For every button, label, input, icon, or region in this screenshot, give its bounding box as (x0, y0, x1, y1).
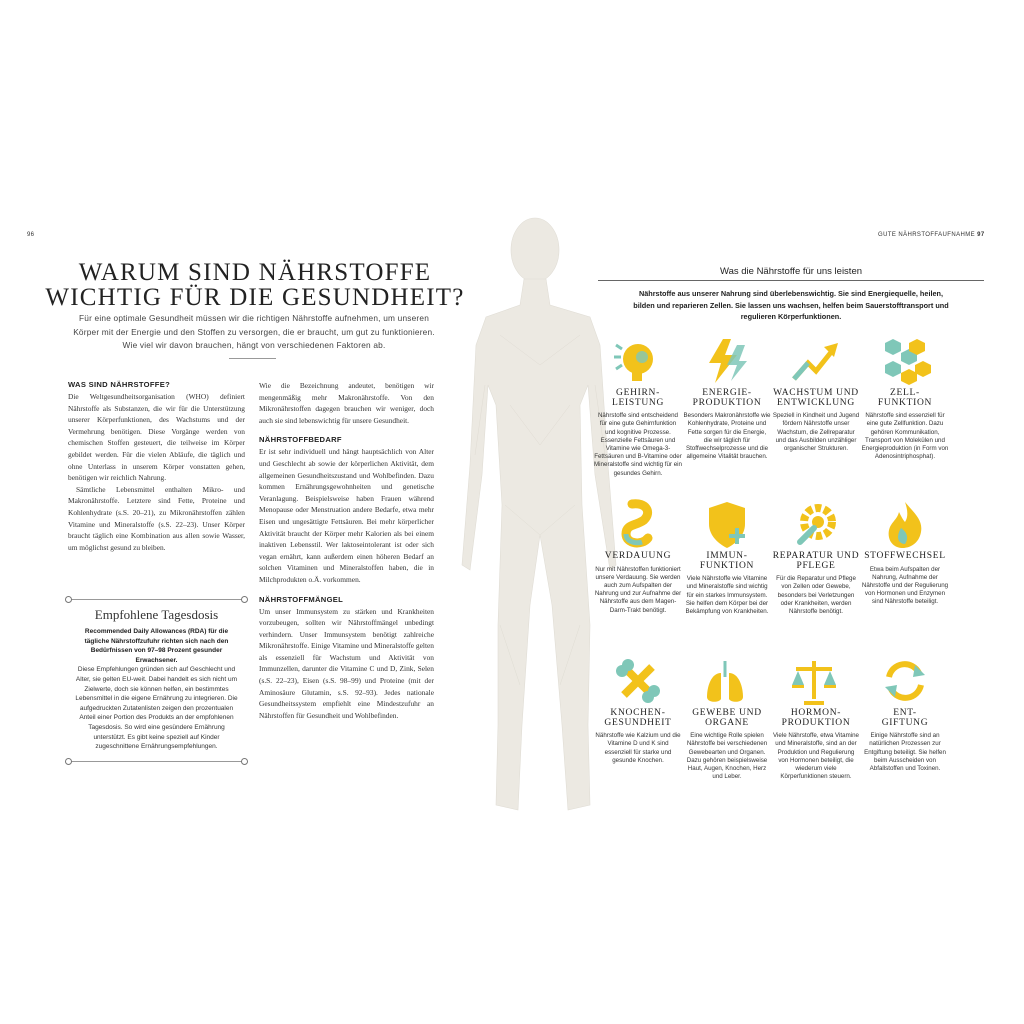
card-title-line-2: PFLEGE (796, 560, 836, 571)
card-title (683, 389, 771, 408)
page-number-left: 96 (27, 232, 35, 238)
column-1 (68, 380, 245, 553)
card-title-line-2: FUNKTION (699, 560, 755, 571)
card-title-line-1: ENT- (893, 708, 917, 718)
rda-box-bottom-rule (68, 761, 245, 762)
card-description: Besonders Makronährstoffe wie Kohlenhydrate, Proteine und Fette sorgen für die Energie, die wir täglich für Stoffwechselprozesse und die allgemeine Vitalität brauchen. (683, 412, 771, 461)
growth-arrow-icon (790, 335, 842, 387)
digestion-icon (612, 498, 664, 550)
card-description: Nährstoffe wie Kalzium und die Vitamine D und K sind essenziell für starke und gesunde Knochen. (595, 732, 681, 764)
card-title-line-1: WACHSTUM UND (773, 388, 859, 398)
card-title (772, 389, 860, 408)
card-description: Nährstoffe sind entscheidend für eine gute Gehirnfunktion und kognitive Prozesse. Essenzielle Fettsäuren und Vitamine wie Omega-3-Fettsäuren und B-Vitamine oder Mineralstoffe sind wichtig für ein gesundes Gehirn. (594, 412, 682, 477)
flame-icon (879, 498, 931, 550)
card-description: Etwa beim Aufspalten der Nahrung, Aufnahme der Nährstoffe und der Regulierung von Hormonen und Enzymen sind Nährstoffe beteiligt. (861, 565, 949, 606)
card-title (683, 709, 771, 728)
card-title-line-2: FUNKTION (877, 397, 933, 408)
card-title (594, 709, 682, 728)
card-title-line-2: GIFTUNG (881, 717, 929, 728)
card-description: Viele Nährstoffe, etwa Vitamine und Mineralstoffe, sind an der Produktion und Regulierung von Hormonen beteiligt, die wiederum viele Körperfunktionen steuern. (773, 732, 859, 781)
card-title-line-1: HORMON- (790, 708, 842, 718)
card-title (861, 709, 949, 728)
cycle-arrows-icon (879, 655, 931, 707)
function-card (772, 655, 860, 781)
col2-paragraph-0: Wie die Bezeichnung andeutet, benötigen wir mengenmäßig mehr Makronährstoffe. Von den Mikronährstoffen dagegen brauchen wir weniger, doch auch sie sind lebenswichtig für unsere Gesundheit. (259, 381, 434, 425)
col1-paragraph-1: Die Weltgesundheitsorganisation (WHO) definiert Nährstoffe als Substanzen, die wir für die Unterstützung unserer Körperfunktionen, des Wachstums und der Vermehrung benötigen. Diese Vorgänge werden von chemischen Stoffen gesteuert, die teilweise im Körper gebildet werden. Für die vielen Abläufe, die täglich und ohne Unterlass in unserem Körper vonstatten gehen, benötigen wir reichlich Nahrung. (68, 392, 245, 483)
function-card (772, 335, 860, 453)
infographic-title: Was die Nährstoffe für uns leisten (719, 266, 863, 277)
function-card (683, 655, 771, 781)
intro-paragraph: Für eine optimale Gesundheit müssen wir die richtigen Nährstoffe aufnehmen, um unseren Körper mit der Energie und den Stoffen zu versorgen, die er braucht, um gut zu funktionieren. Wie viel wir davon brauchen, hängt von verschiedenen Faktoren ab. (73, 313, 435, 351)
card-title-line-2: PRODUKTION (692, 397, 762, 408)
card-title-line-1: STOFFWECHSEL (864, 551, 946, 561)
running-head-text: GUTE NÄHRSTOFFAUFNAHME (878, 232, 976, 238)
function-card (683, 498, 771, 616)
cells-icon (879, 335, 931, 387)
rda-box-title: Empfohlene Tagesdosis (94, 607, 219, 622)
rule-dot-icon (241, 758, 248, 765)
function-card (861, 335, 949, 461)
col2-paragraph-2: Um unser Immunsystem zu stärken und Krankheiten vorzubeugen, sollten wir Nährstoffmängel unbedingt verhindern. Unser Immunsystem benötigt zahlreiche Mikronährstoffe. Einige Vitamine und Mineralstoffe gelten als essenziell für Wachstum und Aktivität von Immunzellen, darunter die Vitamine C und D, Zink, Selen (s.S. 22–23), Eisen (s.S. 98–99) und Proteine (mit der Aminosäure Glutamin, s.S. 92–93). Jedes nationale Gesundheitssystem empfiehlt eine Mindestzufuhr an Nährstoffen für Gesundheit und Wohlbefinden. (259, 606, 434, 720)
card-title-line-2: ORGANE (705, 717, 749, 728)
rule-dot-icon (65, 758, 72, 765)
function-card (594, 655, 682, 765)
title-line-1: WARUM SIND NÄHRSTOFFE (78, 259, 432, 286)
card-title (772, 709, 860, 728)
col2-paragraph-1: Er ist sehr individuell und hängt hauptsächlich von Alter und Geschlecht ab sowie der körperlichen Aktivität, dem allgemeinen Gesundheitszustand und Wohlbefinden. Dazu kommen Ernährungsgewohnheiten und genetische Veranlagung. Beispielsweise haben Frauen während Menopause oder Menstruation andere Bedarfe, etwa mehr Eisen und ungesättigte Fettsäuren. Bei mehr körperlicher Aktivität braucht der Körper mehr Kalorien als bei einem inaktiven Lebensstil. Wer laktoseintolerant ist oder sich vegan ernährt, kann außerdem einen höheren Bedarf an solchen Vitaminen und Mineralstoffen haben, die in Milchprodukten o.Ä. vorkommen. (259, 447, 434, 584)
card-title (861, 389, 949, 408)
function-card (861, 655, 949, 773)
card-title (594, 552, 682, 562)
card-title (772, 552, 860, 571)
function-card (683, 335, 771, 461)
scales-icon (790, 655, 842, 707)
running-head (878, 232, 985, 238)
wrench-gear-icon (790, 498, 842, 550)
card-title-line-1: VERDAUUNG (604, 551, 672, 561)
page-number-right: 97 (977, 232, 985, 238)
card-description: Speziell in Kindheit und Jugend fördern Nährstoffe unser Wachstum, die Zellreparatur und das Ausbilden unzähliger organischer Strukturen. (772, 412, 860, 452)
function-card (861, 498, 949, 607)
col1-paragraph-2: Sämtliche Lebensmittel enthalten Mikro- und Makronährstoffe. Letztere sind Fette, Proteine und Kohlenhydrate (s.S. 20–21), zu Mikronährstoffen zählen Vitamine und Mineralstoffe (s.S. 22–23). Unser Körper braucht täglich eine Kombination aus allen sowie Wasser, um möglichst gesund zu bleiben. (68, 484, 245, 552)
rule-dot-icon (241, 596, 248, 603)
card-title-line-1: ZELL- (890, 388, 920, 398)
card-title-line-1: REPARATUR UND (772, 551, 860, 561)
function-card (594, 498, 682, 615)
lungs-icon (701, 655, 753, 707)
card-description: Viele Nährstoffe wie Vitamine und Mineralstoffe sind wichtig für ein starkes Immunsystem. Sie helfen dem Körper bei der Bekämpfung von Krankheiten. (685, 575, 769, 615)
card-title-line-1: GEHIRN- (616, 388, 660, 398)
column-2 (259, 380, 434, 721)
card-title (594, 389, 682, 408)
card-description: Für die Reparatur und Pflege von Zellen oder Gewebe, besonders bei Verletzungen oder Krankheiten, werden Nährstoffe benötigt. (776, 575, 856, 615)
lightning-icon (701, 335, 753, 387)
card-description: Eine wichtige Rolle spielen Nährstoffe bei verschiedenen Gewebearten und Organen. Dazu gehören beispielsweise Haut, Augen, Knochen, Herz und Leber. (686, 732, 768, 781)
heading-was-sind-naehrstoffe: WAS SIND NÄHRSTOFFE? (68, 380, 171, 389)
card-title-line-1: KNOCHEN- (610, 708, 666, 718)
rda-box (68, 599, 245, 762)
card-title-line-2: LEISTUNG (611, 397, 665, 408)
card-description: Einige Nährstoffe sind an natürlichen Prozessen zur Entgiftung beteiligt. Sie helfen beim Ausscheiden von Abfallstoffen und Toxinen. (864, 732, 946, 772)
heading-naehrstoffmaengel: NÄHRSTOFFMÄNGEL (259, 594, 344, 604)
card-title (683, 552, 771, 571)
card-title-line-1: IMMUN- (706, 551, 748, 561)
rda-box-top-rule (68, 599, 245, 600)
page-title (40, 260, 470, 310)
rda-box-text: Diese Empfehlungen gründen sich auf Geschlecht und Alter, sie gelten EU-weit. Dabei handelt es sich nicht um Zielwerte, doch sie können helfen, ein bestimmtes Lebensmittel in die eigene Ernährung zu integrieren. Die aufgedruckten Zutatenlisten zeigen den prozentualen Anteil einer Portion des Produkts an der empfohlenen Tagesdosis. So wird eine gesündere Ernährung unterstützt. Es gibt keine speziell auf Kinder zugeschnittene Ernährungsempfehlungen. (75, 666, 238, 751)
heading-naehrstoffbedarf: NÄHRSTOFFBEDARF (259, 435, 342, 445)
rda-box-lead: Recommended Daily Allowances (RDA) für die tägliche Nährstoffzufuhr richten sich nach den Bedürfnissen von 97–98 Prozent gesunder Erwachsener. (84, 628, 229, 664)
card-title-line-2: GESUNDHEIT (604, 717, 672, 728)
intro-divider (229, 358, 276, 359)
card-title (861, 552, 949, 562)
card-title-line-2: PRODUKTION (781, 717, 851, 728)
card-description: Nährstoffe sind essenziell für eine gute Zellfunktion. Dazu gehören Kommunikation, Transport von Molekülen und Energieproduktion (in Form von Adenosintriphosphat). (861, 412, 949, 461)
title-line-2: WICHTIG FÜR DIE GESUNDHEIT? (45, 284, 465, 311)
card-title-line-1: ENERGIE- (702, 388, 752, 398)
shield-icon (701, 498, 753, 550)
function-card (772, 498, 860, 616)
function-card (594, 335, 682, 478)
bone-icon (612, 655, 664, 707)
brain-head-icon (612, 335, 664, 387)
infographic-title-rule (598, 280, 984, 281)
card-title-line-1: GEWEBE UND (692, 708, 762, 718)
card-title-line-2: ENTWICKLUNG (777, 397, 855, 408)
card-description: Nur mit Nährstoffen funktioniert unsere Verdauung. Sie werden auch zum Aufspalten der Nahrung und zur Aufnahme der Nährstoffe aus dem Magen-Darm-Trakt benötigt. (594, 565, 682, 614)
infographic-lead: Nährstoffe aus unserer Nahrung sind überlebenswichtig. Sie sind Energiequelle, heilen, bilden und reparieren Zellen. Sie lassen uns wachsen, helfen beim Sauerstofftransport und regulieren Körperfunktionen. (633, 289, 949, 322)
rule-dot-icon (65, 596, 72, 603)
